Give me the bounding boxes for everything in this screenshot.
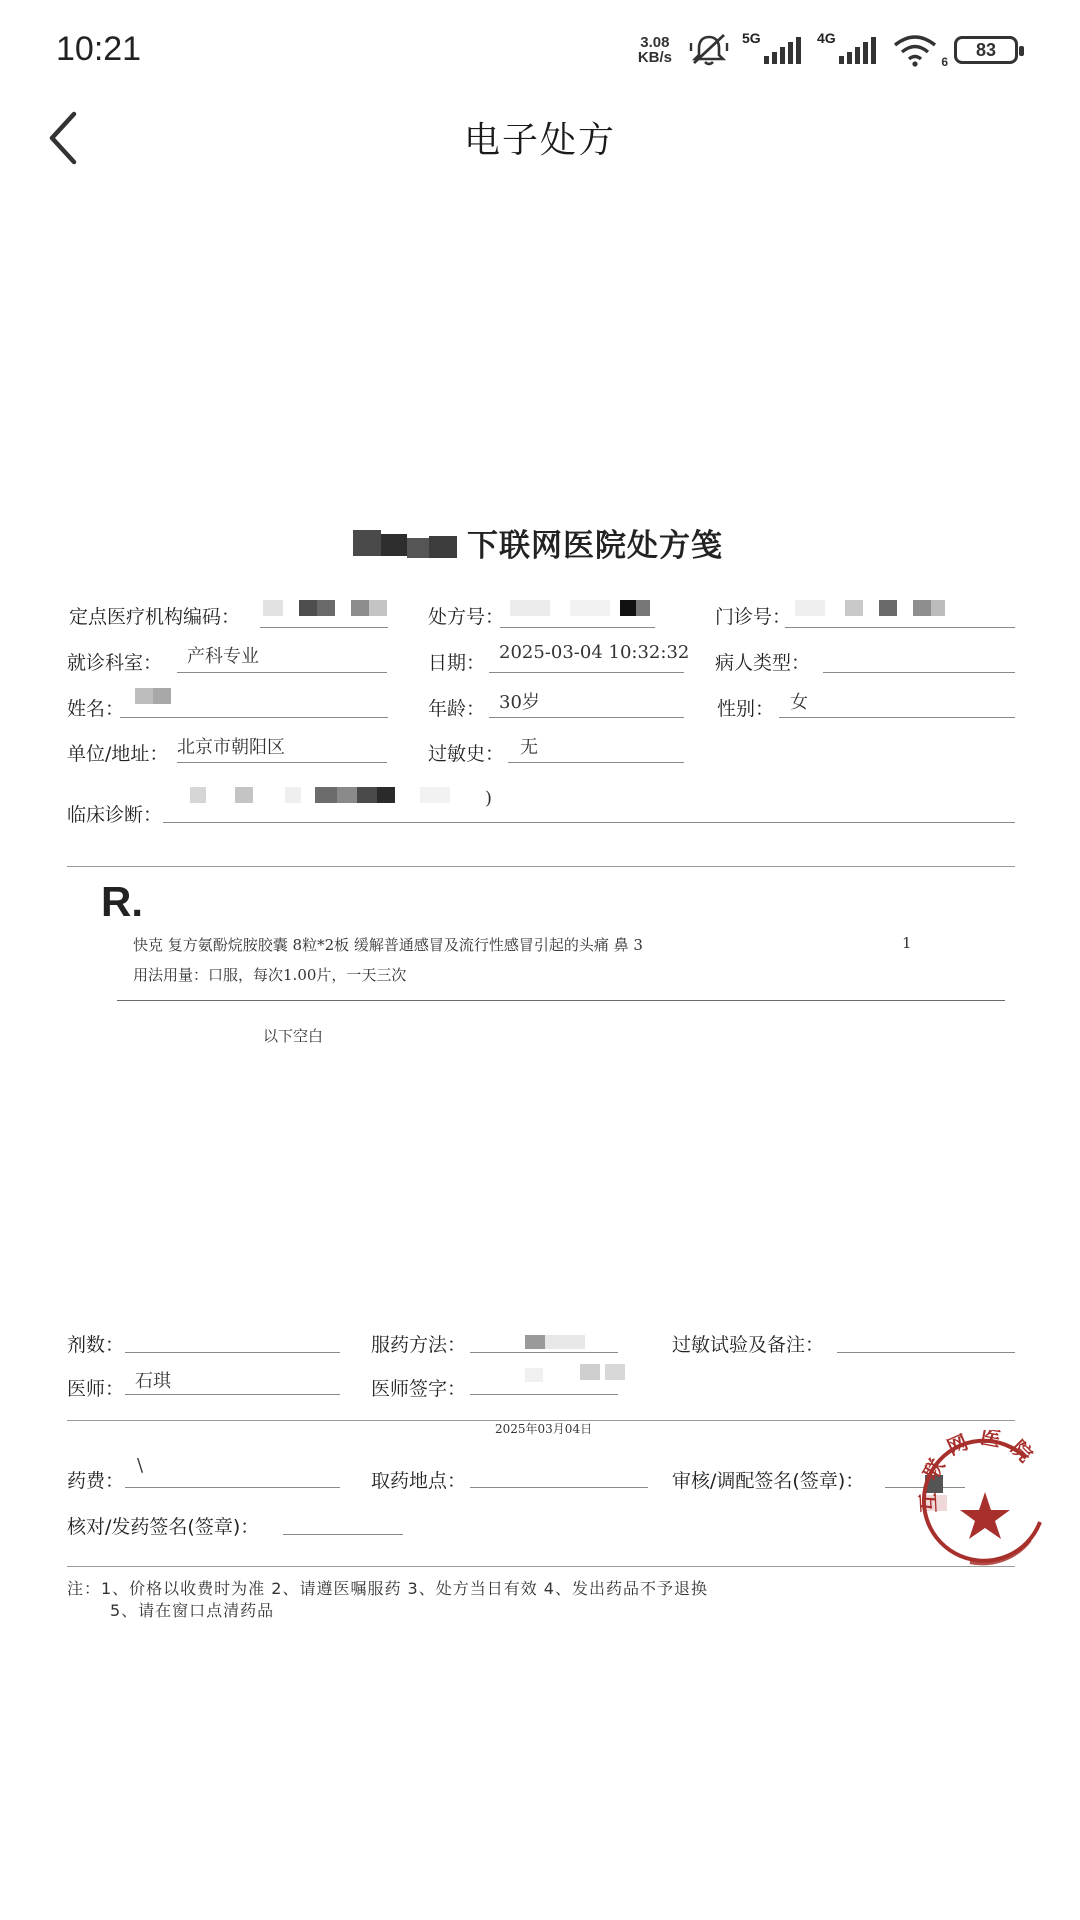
- rx-divider: [117, 1000, 1005, 1001]
- address-line: [177, 762, 387, 763]
- allergy-label: 过敏史：: [428, 743, 505, 765]
- gender-line: [779, 717, 1015, 718]
- signal-5g-label: 5G: [742, 30, 761, 46]
- net-speed-unit: KB/s: [637, 49, 672, 66]
- redacted-hospital-name: [353, 528, 463, 558]
- rx-no-line: [500, 627, 655, 628]
- check-sign-line: [283, 1534, 403, 1535]
- header-divider: [67, 866, 1015, 867]
- footer-divider-2: [67, 1566, 1015, 1567]
- doctor-label: 医师：: [67, 1378, 125, 1400]
- hospital-stamp: [910, 1430, 1060, 1580]
- age-label: 年龄：: [428, 698, 486, 720]
- allergy-value: 无: [520, 737, 538, 758]
- clinic-no-line: [785, 627, 1015, 628]
- redacted-diagnosis: [180, 787, 530, 807]
- doctor-sign-label: 医师签字：: [371, 1378, 467, 1400]
- age-line: [489, 717, 684, 718]
- doses-line: [125, 1352, 340, 1353]
- allergy-test-label: 过敏试验及备注：: [672, 1334, 825, 1356]
- dept-label: 就诊科室：: [67, 652, 163, 674]
- sign-date: 2025年03月04日: [495, 1422, 593, 1436]
- address-label: 单位/地址：: [67, 743, 169, 765]
- notes-line-1: 注：1、价格以收费时为准 2、请遵医嘱服药 3、处方当日有效 4、发出药品不予退换: [67, 1579, 708, 1598]
- prescription-document: [55, 0, 1025, 1920]
- doctor-line: [125, 1394, 340, 1395]
- pickup-label: 取药地点：: [371, 1470, 467, 1492]
- name-label: 姓名：: [67, 698, 125, 720]
- redacted-doctor-signature: [525, 1362, 635, 1384]
- svg-text:互联网医院: [915, 1430, 1044, 1513]
- fee-value: \: [137, 1455, 144, 1476]
- dept-line: [177, 672, 387, 673]
- clinic-no-label: 门诊号：: [715, 606, 792, 628]
- redacted-org-code: [263, 600, 388, 618]
- stamp-seal-icon: [910, 1430, 1060, 1580]
- usage-line: 用法用量：口服，每次1.00片，一天三次: [133, 966, 407, 984]
- fee-label: 药费：: [67, 1470, 125, 1492]
- pickup-line: [470, 1487, 648, 1488]
- age-value: 30岁: [499, 692, 540, 713]
- dept-value: 产科专业: [187, 646, 259, 667]
- patient-type-line: [823, 672, 1015, 673]
- doses-label: 剂数：: [67, 1334, 125, 1356]
- date-line: [489, 672, 684, 673]
- gender-label: 性别：: [717, 698, 775, 720]
- status-time: 10:21: [56, 30, 142, 68]
- battery-icon: 83: [954, 36, 1018, 64]
- review-sign-label: 审核/调配签名(签章)：: [672, 1470, 865, 1492]
- redacted-name: [135, 688, 175, 706]
- doctor-sign-line: [470, 1394, 618, 1395]
- blank-below-note: 以下空白: [263, 1027, 324, 1045]
- redacted-clinic-no: [795, 600, 945, 618]
- prescription-title: 下联网医院处方笺: [467, 528, 723, 564]
- wifi-label: 6: [941, 55, 948, 69]
- redacted-method: [525, 1335, 625, 1353]
- patient-type-label: 病人类型：: [715, 652, 811, 674]
- diagnosis-tail: ): [485, 788, 493, 809]
- redacted-rx-no: [510, 600, 650, 618]
- rx-no-label: 处方号：: [428, 606, 505, 628]
- page-title: 电子处方: [463, 120, 616, 161]
- doctor-value: 石琪: [135, 1371, 171, 1392]
- rx-symbol: R.: [101, 878, 143, 925]
- drug-quantity: 1: [902, 934, 912, 952]
- gender-value: 女: [790, 692, 808, 713]
- address-value: 北京市朝阳区: [177, 737, 285, 758]
- date-value: 2025-03-04 10:32:32: [499, 642, 690, 663]
- stamp-text: 互联网医院: [915, 1430, 1045, 1514]
- drug-line: 快克 复方氨酚烷胺胶囊 8粒*2板 缓解普通感冒及流行性感冒引起的头痛 鼻 3: [133, 936, 643, 954]
- allergy-test-line: [837, 1352, 1015, 1353]
- name-line: [120, 717, 388, 718]
- fee-line: [125, 1487, 340, 1488]
- allergy-line: [508, 762, 684, 763]
- notes-line-2: 5、请在窗口点清药品: [110, 1601, 275, 1620]
- diagnosis-line: [163, 822, 1015, 823]
- method-label: 服药方法：: [371, 1334, 467, 1356]
- date-label: 日期：: [428, 652, 486, 674]
- check-sign-label: 核对/发药签名(签章)：: [67, 1516, 260, 1538]
- net-speed-value: 3.08: [640, 34, 670, 51]
- org-code-label: 定点医疗机构编码：: [69, 606, 241, 628]
- diagnosis-label: 临床诊断：: [67, 804, 163, 826]
- org-code-line: [260, 627, 388, 628]
- signal-4g-label: 4G: [817, 30, 836, 46]
